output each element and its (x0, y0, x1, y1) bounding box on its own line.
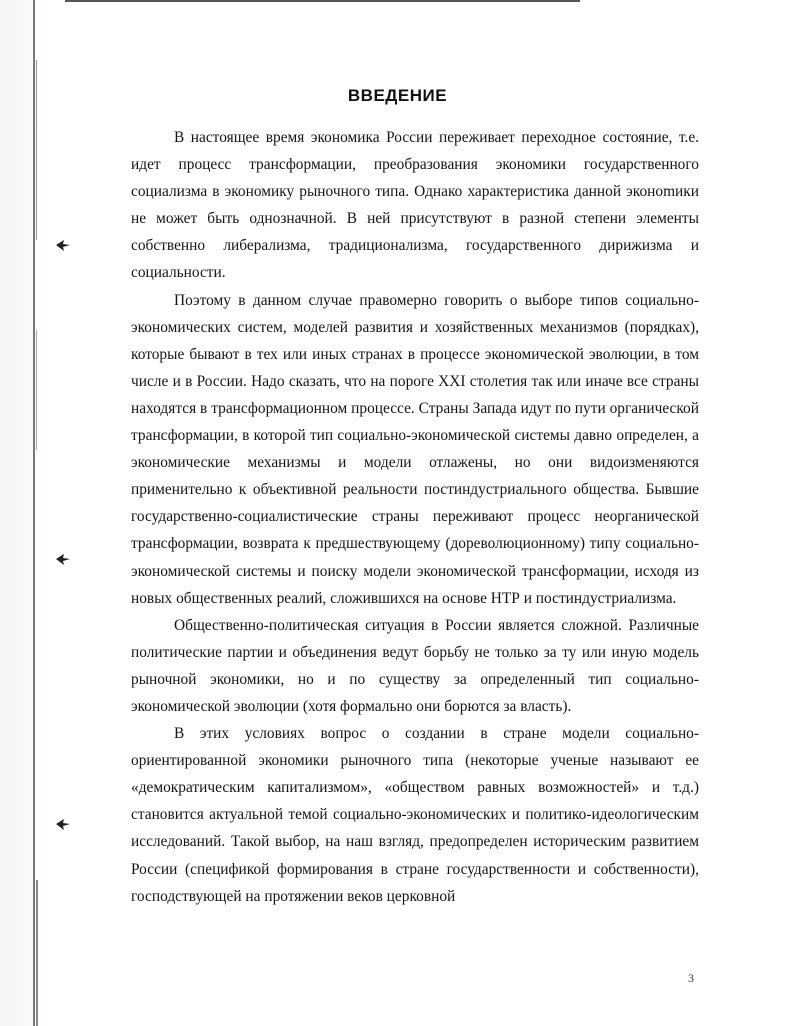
paragraph: Поэтому в данном случае правомерно говорить о выборе типов социально-экономических систем, моделей развития и хозяйственных механизмов (порядках), которые бывают в тех или иных странах в процессе экономической эволюции, в том числе и в России. Надо сказать, что на пороге XXI столетия так или иначе все страны находятся в трансформационном процессе. Страны Запада идут по пути органической трансформации, в которой тип социально-экономической системы давно определен, а экономические механизмы и модели отлажены, но они видоизменяются применительно к объективной реальности постиндустриального общества. Бывшие государственно-социалистические страны переживают процесс неорганической трансформации, возврата к предшествующему (дореволюционному) типу социально-экономической системы и поиску модели экономической трансформации, исходя из новых общественных реалий, сложившихся на основе НТР и постиндустриализма. (131, 291, 699, 607)
scan-top-rule (65, 0, 580, 2)
binder-hole-mark-icon (54, 550, 72, 568)
scan-edge-shadow (0, 0, 46, 1026)
paragraph: Общественно-политическая ситуация в России является сложной. Различные политические партии и объединения ведут борьбу не только за ту или иную модель рыночной экономики, но и по существу за определенный тип социально-экономической эволюции (хотя формально они борются за власть). (131, 616, 699, 715)
paragraph: В настоящее время экономика России переживает переходное состояние, т.е. идет процесс трансформации, преобразования экономики государственного социализма в экономику рыночного типа. Однако характеристика данной эконоmики не может быть однозначной. В ней присутствуют в разной степени элементы собственно либерализма, традиционализма, государственного дирижизма и социальности. (131, 129, 699, 282)
scan-edge-line (33, 0, 35, 1026)
binder-hole-mark-icon (54, 815, 72, 833)
scan-edge-line (36, 880, 38, 1026)
binder-hole-mark-icon (54, 236, 72, 254)
page-number: 3 (688, 971, 694, 985)
paragraph: В этих условиях вопрос о создании в стране модели социально-ориентированной экономики рыночного типа (некоторые ученые называют ее «демократическим капитализмом», «обществом равных возможностей» и т.д.) становится актуальной темой социально-экономических и политико-идеологическим исследований. Такой выбор, на наш взгляд, предопределен историческим развитием России (спецификой формирования в стране государственности и собственности), господствующей на протяжении веков церковной (131, 725, 699, 905)
document-body (131, 124, 699, 910)
scan-edge-line (36, 330, 37, 450)
page-title: ВВЕДЕНИЕ (347, 86, 448, 105)
